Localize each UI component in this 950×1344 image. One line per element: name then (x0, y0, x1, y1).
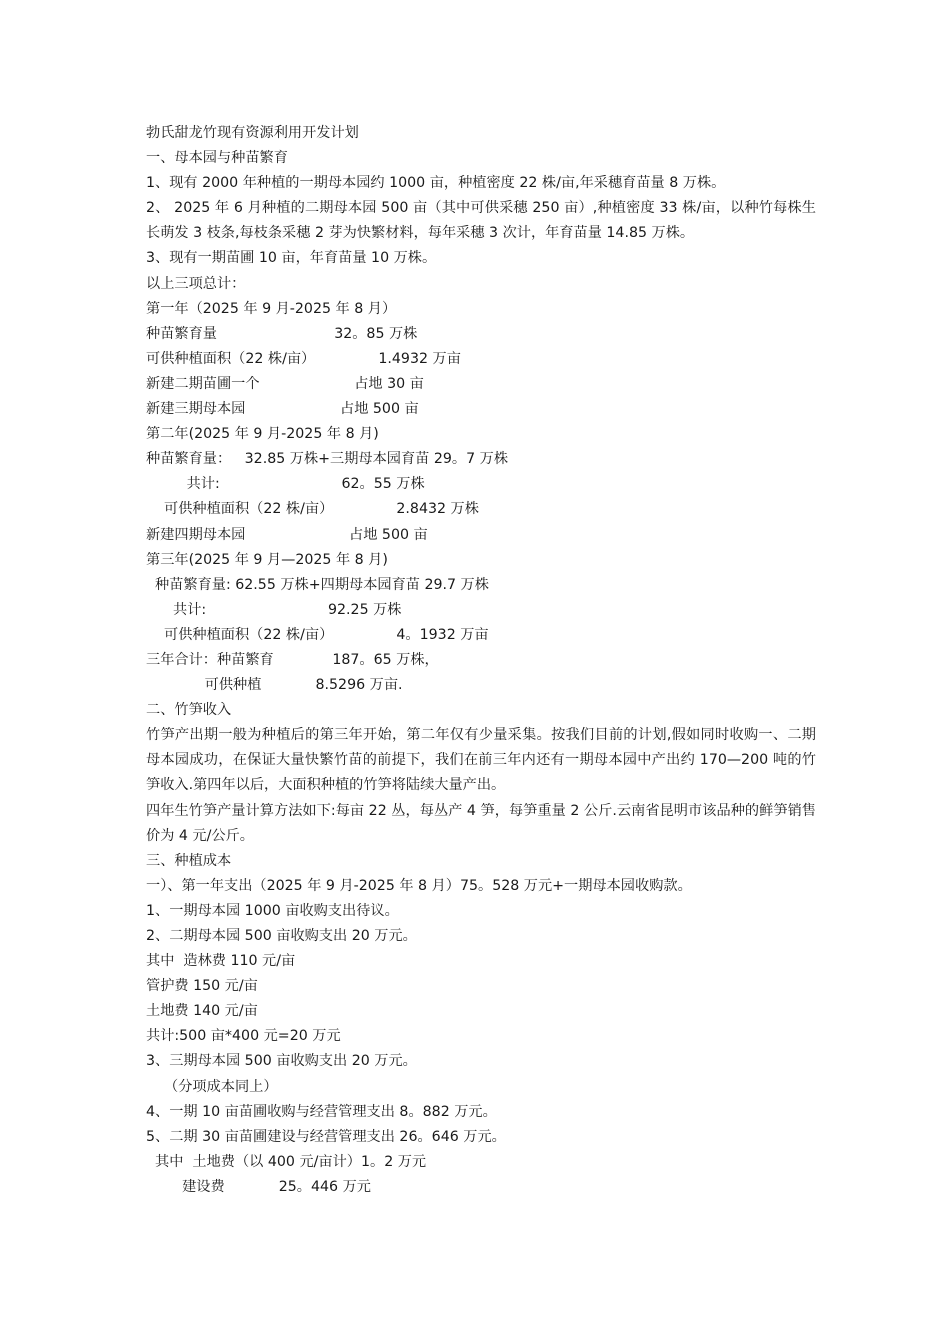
text-line: 管护费 150 元/亩 (146, 978, 258, 995)
text-line: 1、现有 2000 年种植的一期母本园约 1000 亩，种植密度 22 株/亩,年采穗育苗量 8 万株。 (146, 175, 726, 192)
text-line: 其中 土地费（以 400 元/亩计）1。2 万元 (146, 1153, 427, 1170)
text-line: 可供种植 8.5296 万亩. (146, 677, 403, 694)
text-line: 可供种植面积（22 株/亩） 4。1932 万亩 (146, 626, 489, 643)
text-line: 新建三期母本园 占地 500 亩 (146, 401, 419, 418)
text-line: 第三年(2025 年 9 月—2025 年 8 月) (146, 551, 388, 568)
text-line: 3、三期母本园 500 亩收购支出 20 万元。 (146, 1053, 417, 1070)
text-line: 种苗繁育量 32。85 万株 (146, 325, 418, 342)
text-line: 土地费 140 元/亩 (146, 1003, 258, 1020)
text-line: 四年生竹笋产量计算方法如下:每亩 22 丛，每丛产 4 笋，每笋重量 2 公斤.云南省昆明市该品种的鲜笋销售价为 4 元/公斤。 (146, 802, 816, 844)
text-line: 第一年（2025 年 9 月-2025 年 8 月） (146, 300, 397, 317)
text-line: 2、 2025 年 6 月种植的二期母本园 500 亩（其中可供采穗 250 亩）,种植密度 33 株/亩，以种竹每株生长萌发 3 枝条,每枝条采穗 2 芽为快繁材料，每年采穗 3 次计，年育苗量 14.85 万株。 (146, 200, 816, 242)
document-body (146, 121, 816, 1200)
text-line: 5、二期 30 亩苗圃建设与经营管理支出 26。646 万元。 (146, 1128, 506, 1145)
text-line: （分项成本同上） (146, 1078, 278, 1095)
text-line: 3、现有一期苗圃 10 亩，年育苗量 10 万株。 (146, 250, 437, 267)
text-line: 1、一期母本园 1000 亩收购支出待议。 (146, 902, 399, 919)
text-line: 共计: 62。55 万株 (146, 476, 425, 493)
text-line: 以上三项总计： (146, 275, 246, 292)
text-line: 一、母本园与种苗繁育 (146, 150, 288, 167)
document-lines (146, 146, 816, 1200)
text-line: 可供种植面积（22 株/亩） 1.4932 万亩 (146, 350, 461, 367)
text-line: 可供种植面积（22 株/亩） 2.8432 万株 (146, 501, 479, 518)
text-line: 种苗繁育量： 32.85 万株+三期母本园育苗 29。7 万株 (146, 451, 509, 468)
text-line: 4、一期 10 亩苗圃收购与经营管理支出 8。882 万元。 (146, 1103, 497, 1120)
document-title: 勃氏甜龙竹现有资源利用开发计划 (146, 125, 359, 141)
text-line: 共计: 92.25 万株 (146, 601, 402, 618)
text-line: 共计:500 亩*400 元=20 万元 (146, 1028, 341, 1045)
text-line: 新建四期母本园 占地 500 亩 (146, 526, 428, 543)
text-line: 2、二期母本园 500 亩收购支出 20 万元。 (146, 928, 417, 944)
text-line: 其中 造林费 110 元/亩 (146, 953, 296, 970)
text-line: 三年合计：种苗繁育 187。65 万株， (146, 651, 439, 668)
text-line: 二、竹笋收入 (146, 702, 232, 719)
text-line: 第二年(2025 年 9 月-2025 年 8 月) (146, 426, 379, 443)
text-line: 新建二期苗圃一个 占地 30 亩 (146, 375, 424, 392)
text-line: 竹笋产出期一般为种植后的第三年开始，第二年仅有少量采集。按我们目前的计划,假如同时收购一、二期母本园成功，在保证大量快繁竹苗的前提下，我们在前三年内还有一期母本园中产出约 170—200 吨的竹笋收入.第四年以后，大面积种植的竹笋将陆续大量产出。 (146, 727, 816, 794)
text-line: 一）、第一年支出（2025 年 9 月-2025 年 8 月）75。528 万元+一期母本园收购款。 (146, 877, 692, 894)
text-line: 建设费 25。446 万元 (146, 1178, 371, 1195)
text-line: 种苗繁育量: 62.55 万株+四期母本园育苗 29.7 万株 (146, 576, 489, 593)
text-line: 三、种植成本 (146, 852, 232, 869)
